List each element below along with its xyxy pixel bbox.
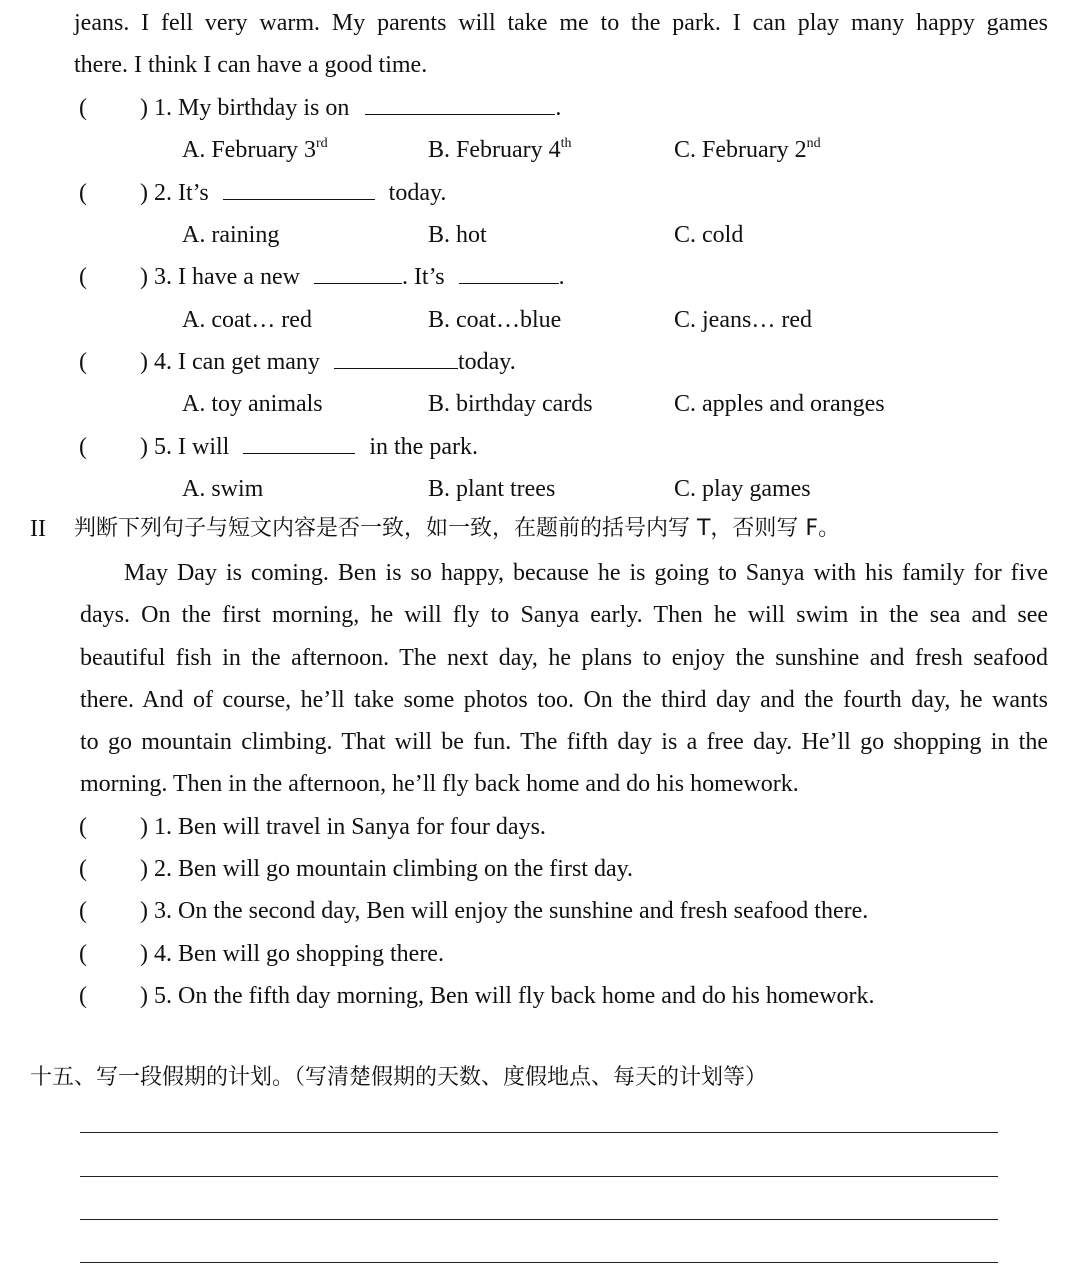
question-tail: in the park. [369, 434, 478, 460]
answer-paren: ( [79, 349, 87, 375]
writing-line[interactable] [80, 1176, 998, 1177]
option-c: C. jeans… red [674, 307, 812, 333]
question-text: ) 1. My birthday is on [140, 95, 350, 121]
answer-blank[interactable] [459, 263, 559, 284]
option-a: A. toy animals [182, 391, 323, 417]
option-a: A. coat… red [182, 307, 312, 333]
answer-paren[interactable]: ( [79, 856, 87, 882]
section-label: II [30, 516, 46, 542]
statement-1: ) 1. Ben will travel in Sanya for four days. [140, 814, 546, 840]
passage-line: there. And of course, he’ll take some photos too. On the third day and the fourth day, he wants [80, 687, 1048, 713]
answer-paren[interactable]: ( [79, 983, 87, 1009]
question-3 [140, 262, 565, 292]
question-text: ) 3. I have a new [140, 264, 300, 290]
option-a: A. February 3rd [182, 136, 328, 163]
passage-line: beautiful fish in the afternoon. The next day, he plans to enjoy the sunshine and fresh seafood [80, 645, 1048, 671]
passage-line: days. On the first morning, he will fly to Sanya early. Then he will swim in the sea and see [80, 602, 1048, 628]
question-text: ) 2. It’s [140, 180, 209, 206]
option-b: B. plant trees [428, 476, 556, 502]
answer-blank[interactable] [334, 348, 458, 369]
answer-blank[interactable] [314, 263, 402, 284]
statement-4: ) 4. Ben will go shopping there. [140, 941, 444, 967]
writing-line[interactable] [80, 1262, 998, 1263]
passage-line: jeans. I fell very warm. My parents will take me to the park. I can play many happy games [74, 10, 1048, 36]
answer-paren: ( [79, 95, 87, 121]
statement-5: ) 5. On the fifth day morning, Ben will fly back home and do his homework. [140, 983, 875, 1009]
answer-paren: ( [79, 434, 87, 460]
option-b: B. hot [428, 222, 487, 248]
question-1 [140, 93, 561, 123]
option-b: B. February 4th [428, 136, 572, 163]
answer-paren[interactable]: ( [79, 941, 87, 967]
option-c: C. cold [674, 222, 744, 248]
question-4 [140, 347, 516, 377]
section-15-title: 十五、写一段假期的计划。（写清楚假期的天数、度假地点、每天的计划等） [30, 1065, 768, 1090]
question-tail: today. [457, 349, 516, 375]
statement-2: ) 2. Ben will go mountain climbing on the first day. [140, 856, 634, 882]
question-tail: . [555, 95, 562, 121]
option-c: C. play games [674, 476, 811, 502]
option-b: B. coat…blue [428, 307, 562, 333]
section-instruction: 判断下列句子与短文内容是否一致，如一致，在题前的括号内写 T，否则写 F。 [74, 516, 841, 541]
answer-paren[interactable]: ( [79, 814, 87, 840]
answer-blank[interactable] [243, 433, 355, 454]
option-b: B. birthday cards [428, 391, 593, 417]
answer-paren: ( [79, 180, 87, 206]
passage-line: there. I think I can have a good time. [74, 52, 428, 78]
question-tail: . [558, 264, 565, 290]
question-2 [140, 178, 446, 208]
question-mid: . It’s [401, 264, 445, 290]
answer-paren[interactable]: ( [79, 898, 87, 924]
passage-line: May Day is coming. Ben is so happy, because he is going to Sanya with his family for five [124, 560, 1048, 586]
answer-blank[interactable] [223, 179, 375, 200]
question-5 [140, 432, 478, 462]
passage-line: to go mountain climbing. That will be fun. The fifth day is a free day. He’ll go shopping in the [80, 729, 1048, 755]
question-tail: today. [388, 180, 447, 206]
answer-blank[interactable] [365, 94, 555, 115]
option-c: C. apples and oranges [674, 391, 885, 417]
question-text: ) 4. I can get many [140, 349, 320, 375]
option-a: A. swim [182, 476, 264, 502]
option-a: A. raining [182, 222, 280, 248]
answer-paren: ( [79, 264, 87, 290]
passage-line: morning. Then in the afternoon, he’ll fly back home and do his homework. [80, 771, 799, 797]
statement-3: ) 3. On the second day, Ben will enjoy the sunshine and fresh seafood there. [140, 898, 869, 924]
option-c: C. February 2nd [674, 136, 821, 163]
writing-line[interactable] [80, 1219, 998, 1220]
writing-line[interactable] [80, 1132, 998, 1133]
question-text: ) 5. I will [140, 434, 230, 460]
